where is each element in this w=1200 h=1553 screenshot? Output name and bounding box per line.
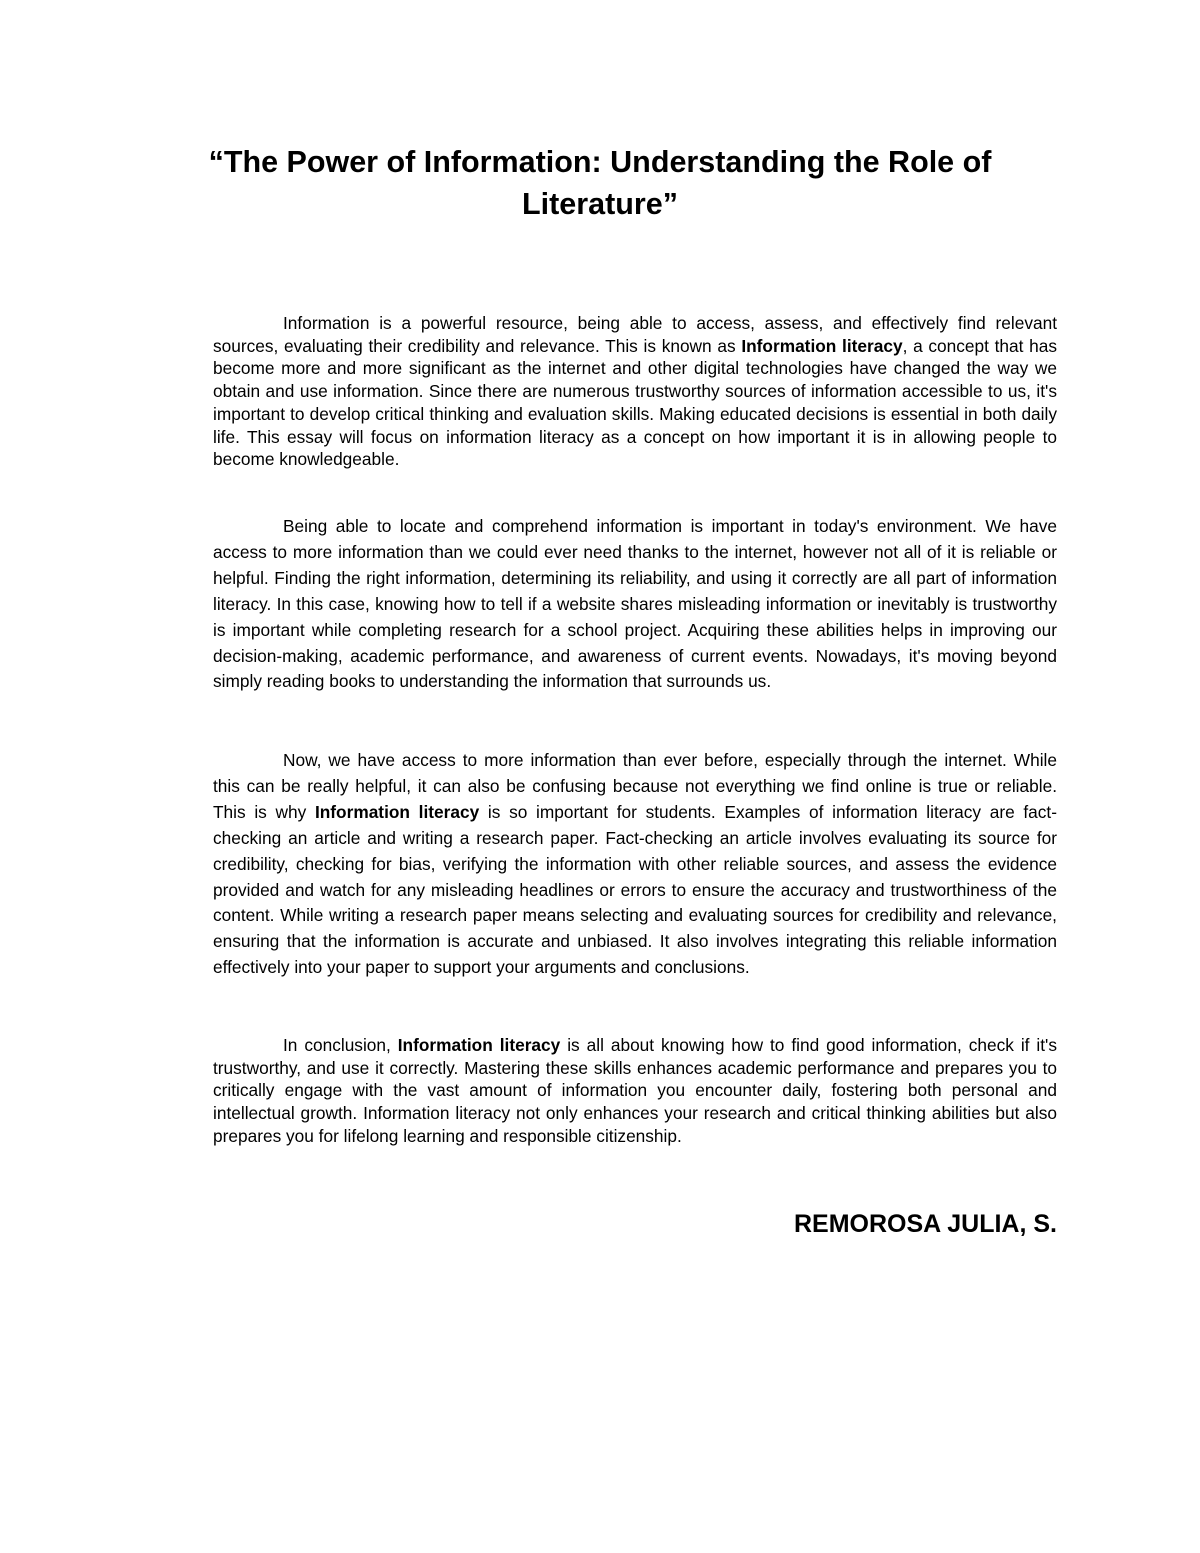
paragraph-3-text-end: is so important for students. Examples of information literacy are fact-checking an article and writing a research paper. Fact-checking an article involves evaluating its source for credibility, checking for bias, verifying the information with other reliable sources, and assess the evidence provided and watch for any misleading headlines or errors to ensure the accuracy and trustworthiness of the content. While writing a research paper means selecting and evaluating sources for credibility and relevance, ensuring that the information is accurate and unbiased. It also involves integrating this reliable information effectively into your paper to support your arguments and conclusions. [213, 801, 1057, 978]
paragraph-1-text-end: , a concept that has become more and more significant as the internet and other digital technologies have changed the way we obtain and use information. Since there are numerous trustworthy sources of information accessible to us, it's important to develop critical thinking and evaluation skills. Making educated decisions is essential in both daily life. This essay will focus on information literacy as a concept on how important it is in allowing people to become knowledgeable. [213, 335, 1057, 470]
paragraph-1-bold-term: Information literacy [741, 335, 903, 356]
paragraph-3 [213, 748, 1057, 981]
paragraph-3-bold-term: Information literacy [314, 801, 480, 822]
paragraph-1-text-start: Information is a powerful resource, being able to access, assess, and effectively find relevant sources, evaluating their credibility and relevance. This is known as [213, 313, 1057, 356]
paragraph-4-text-start: In conclusion, [283, 1035, 398, 1055]
paragraph-4 [213, 1034, 1057, 1148]
document-title [150, 141, 1050, 225]
title-line-1: “The Power of Information: Understanding the Role of [208, 145, 992, 179]
author-name: REMOROSA JULIA, S. [794, 1210, 1057, 1238]
paragraph-2: Being able to locate and comprehend information is important in today's environment. We have access to more information than we could ever need thanks to the internet, however not all of it is reliable or helpful. Finding the right information, determining its reliability, and using it correctly are all part of information literacy. In this case, knowing how to tell if a website shares misleading information or inevitably is trustworthy is important while completing research for a school project. Acquiring these abilities helps in improving our decision-making, academic performance, and awareness of current events. Nowadays, it's moving beyond simply reading books to understanding the information that surrounds us. [213, 516, 1057, 692]
paragraph-3-text-start: Now, we have access to more information than ever before, especially through the internet. While this can be really helpful, it can also be confusing because not everything we find online is true or reliable. This is why [213, 750, 1057, 822]
paragraph-4-text-end: is all about knowing how to find good information, check if it's trustworthy, and use it correctly. Mastering these skills enhances academic performance and prepares you to critically engage with the vast amount of information you encounter daily, fostering both personal and intellectual growth. Information literacy not only enhances your research and critical thinking abilities but also prepares you for lifelong learning and responsible citizenship. [213, 1035, 1057, 1146]
paragraph-4-bold-term: Information literacy [397, 1035, 561, 1055]
title-line-2: Literature” [522, 187, 678, 221]
paragraph-1 [213, 312, 1057, 471]
